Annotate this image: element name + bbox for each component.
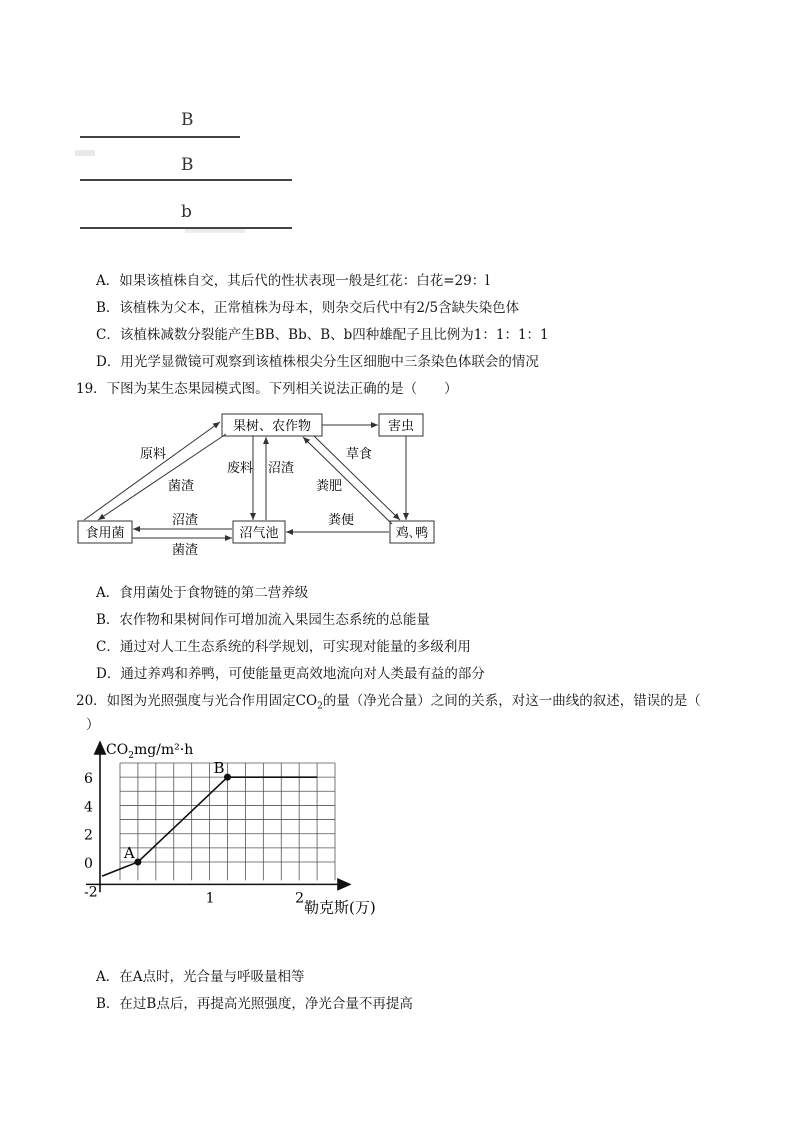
q20-option-a: A．在A点时，光合量与呼吸量相等: [96, 969, 305, 985]
edge-residue-2: 沼渣: [172, 513, 199, 528]
chart-axes: [84, 742, 376, 916]
point-label-b: B: [213, 759, 225, 778]
point-a: [134, 859, 141, 866]
node-biogas: 沼气池: [239, 526, 279, 541]
q19-option-c: C．通过对人工生态系统的科学规划，可实现对能量的多级利用: [96, 639, 471, 655]
edge-feed: 草食: [346, 447, 373, 462]
edge-manure: 粪肥: [316, 479, 343, 494]
ecology-diagram: [70, 400, 450, 560]
chromosome-label-1: B: [181, 110, 194, 130]
point-label-a: A: [123, 844, 135, 862]
edge-raw: 原料: [140, 447, 167, 462]
chart-labels: [123, 759, 231, 865]
x-axis-label: 勒克斯(万): [304, 898, 376, 917]
chromosome-figure: [70, 100, 300, 240]
q19-stem: 19．下图为某生态果园模式图。下列相关说法正确的是（ ）: [76, 381, 458, 397]
q20-stem-pre: 20．如图为光照强度与光合作用固定CO: [76, 693, 318, 709]
y-tick-label: 6: [84, 771, 93, 788]
photosynthesis-chart: [80, 736, 410, 920]
edge-dregs-1: 菌渣: [168, 479, 195, 494]
q20-stem-sub: 2: [317, 701, 323, 712]
y-axis-label: $CO_2mg/m^2\cdot h$: [106, 742, 194, 761]
q19-option-b: B．农作物和果树间作可增加流入果园生态系统的总能量: [96, 612, 430, 628]
q20-stem-post: 的量（净光合量）之间的关系，对这一曲线的叙述，错误的是（: [322, 693, 701, 709]
y-tick-label: 4: [84, 799, 93, 816]
edge-excrement: 粪便: [328, 513, 355, 528]
q20-stem-line2: ）: [86, 717, 100, 733]
point-b: [224, 774, 231, 781]
node-pests: 害虫: [387, 419, 415, 434]
edge-biogas-residue-1: 沼渣: [268, 461, 295, 476]
y-tick-label: 0: [84, 856, 93, 872]
q20-option-b: B．在过B点后，再提高光照强度，净光合量不再提高: [96, 996, 413, 1012]
q20-stem: [76, 692, 701, 716]
chromosome-label-3: b: [181, 202, 192, 222]
y-tick-label: 2: [84, 827, 93, 844]
photosynthesis-chart-svg: [80, 736, 410, 920]
chromosome-svg: [70, 100, 300, 240]
node-trees: 果树、农作物: [232, 419, 312, 434]
q18-option-c: C．该植株减数分裂能产生BB、Bb、B、b四种雄配子且比例为1：1：1：1: [96, 327, 549, 343]
q19-option-a: A．食用菌处于食物链的第二营养级: [96, 585, 309, 601]
edge-waste-char: 废料: [226, 461, 254, 476]
x-tick-label: 1: [205, 890, 215, 907]
y-tick-label: -2: [84, 884, 98, 901]
edge-dregs-2: 菌渣: [172, 543, 199, 558]
q19-option-d: D．通过养鸡和养鸭，可使能量更高效地流向对人类最有益的部分: [96, 666, 485, 682]
q18-option-a: A．如果该植株自交，其后代的性状表现一般是红花：白花=29：l: [96, 273, 490, 289]
node-fungi: 食用菌: [85, 526, 125, 541]
ecology-diagram-svg: [70, 400, 450, 560]
chromosome-label-2: B: [181, 155, 194, 175]
node-poultry: 鸡､鸭: [395, 526, 429, 541]
x-tick-label: 2: [295, 890, 305, 907]
q18-option-d: D．用光学显微镜可观察到该植株根尖分生区细胞中三条染色体联会的情况: [96, 354, 539, 370]
edge-waste: [227, 460, 253, 476]
q18-option-b: B．该植株为父本，正常植株为母本，则杂交后代中有2/5含缺失染色体: [96, 300, 520, 316]
